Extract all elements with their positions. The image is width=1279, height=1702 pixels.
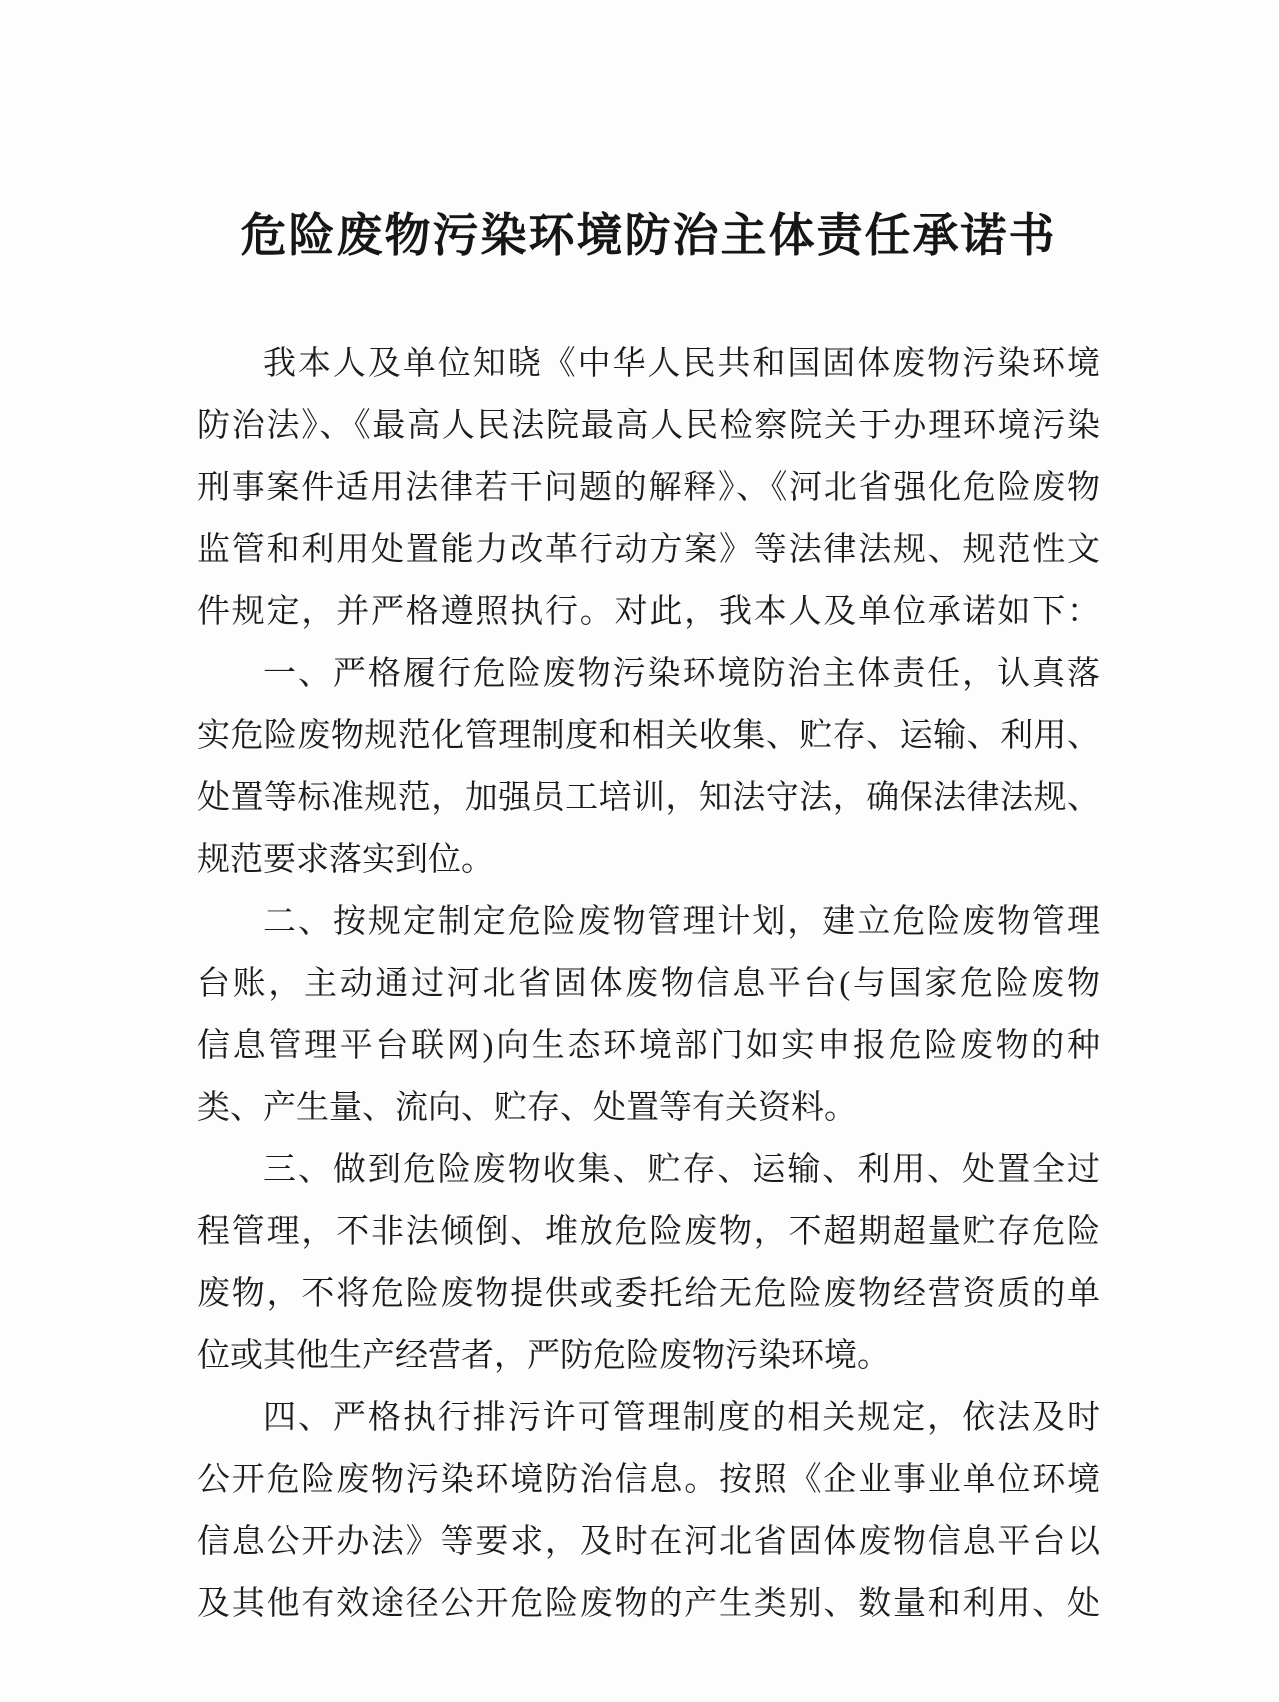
text-line: 我本人及单位知晓《中华人民共和国固体废物污染环境 [263, 346, 1100, 382]
document-body [197, 333, 1100, 1635]
text-line: 四、严格执行排污许可管理制度的相关规定，依法及时 [263, 1400, 1100, 1436]
text-line: 防治法》、《最高人民法院最高人民检察院关于办理环境污染 [197, 408, 1100, 444]
text-line: 二、按规定制定危险废物管理计划，建立危险废物管理 [263, 904, 1100, 940]
document-content [197, 204, 1100, 1635]
text-line: 处置等标准规范，加强员工培训，知法守法，确保法律法规、 [197, 780, 1100, 816]
text-line: 公开危险废物污染环境防治信息。按照《企业事业单位环境 [197, 1462, 1100, 1498]
text-line: 程管理，不非法倾倒、堆放危险废物，不超期超量贮存危险 [197, 1214, 1100, 1250]
text-line: 及其他有效途径公开危险废物的产生类别、数量和利用、处 [197, 1586, 1100, 1622]
text-line: 位或其他生产经营者，严防危险废物污染环境。 [197, 1338, 890, 1374]
text-line: 台账，主动通过河北省固体废物信息平台(与国家危险废物 [197, 966, 1100, 1002]
text-line: 类、产生量、流向、贮存、处置等有关资料。 [197, 1090, 857, 1126]
text-line: 信息公开办法》等要求，及时在河北省固体废物信息平台以 [197, 1524, 1100, 1560]
text-line: 一、严格履行危险废物污染环境防治主体责任，认真落 [263, 656, 1100, 692]
document-title: 危险废物污染环境防治主体责任承诺书 [240, 209, 1057, 261]
text-line: 监管和利用处置能力改革行动方案》等法律法规、规范性文 [197, 532, 1100, 568]
text-line: 刑事案件适用法律若干问题的解释》、《河北省强化危险废物 [197, 470, 1100, 506]
text-line: 三、做到危险废物收集、贮存、运输、利用、处置全过 [263, 1152, 1100, 1188]
text-line: 规范要求落实到位。 [197, 842, 494, 878]
text-line: 实危险废物规范化管理制度和相关收集、贮存、运输、利用、 [197, 718, 1100, 754]
text-line: 件规定，并严格遵照执行。对此，我本人及单位承诺如下： [197, 594, 1100, 630]
text-line: 信息管理平台联网)向生态环境部门如实申报危险废物的种 [197, 1028, 1100, 1064]
text-line: 废物，不将危险废物提供或委托给无危险废物经营资质的单 [197, 1276, 1100, 1312]
